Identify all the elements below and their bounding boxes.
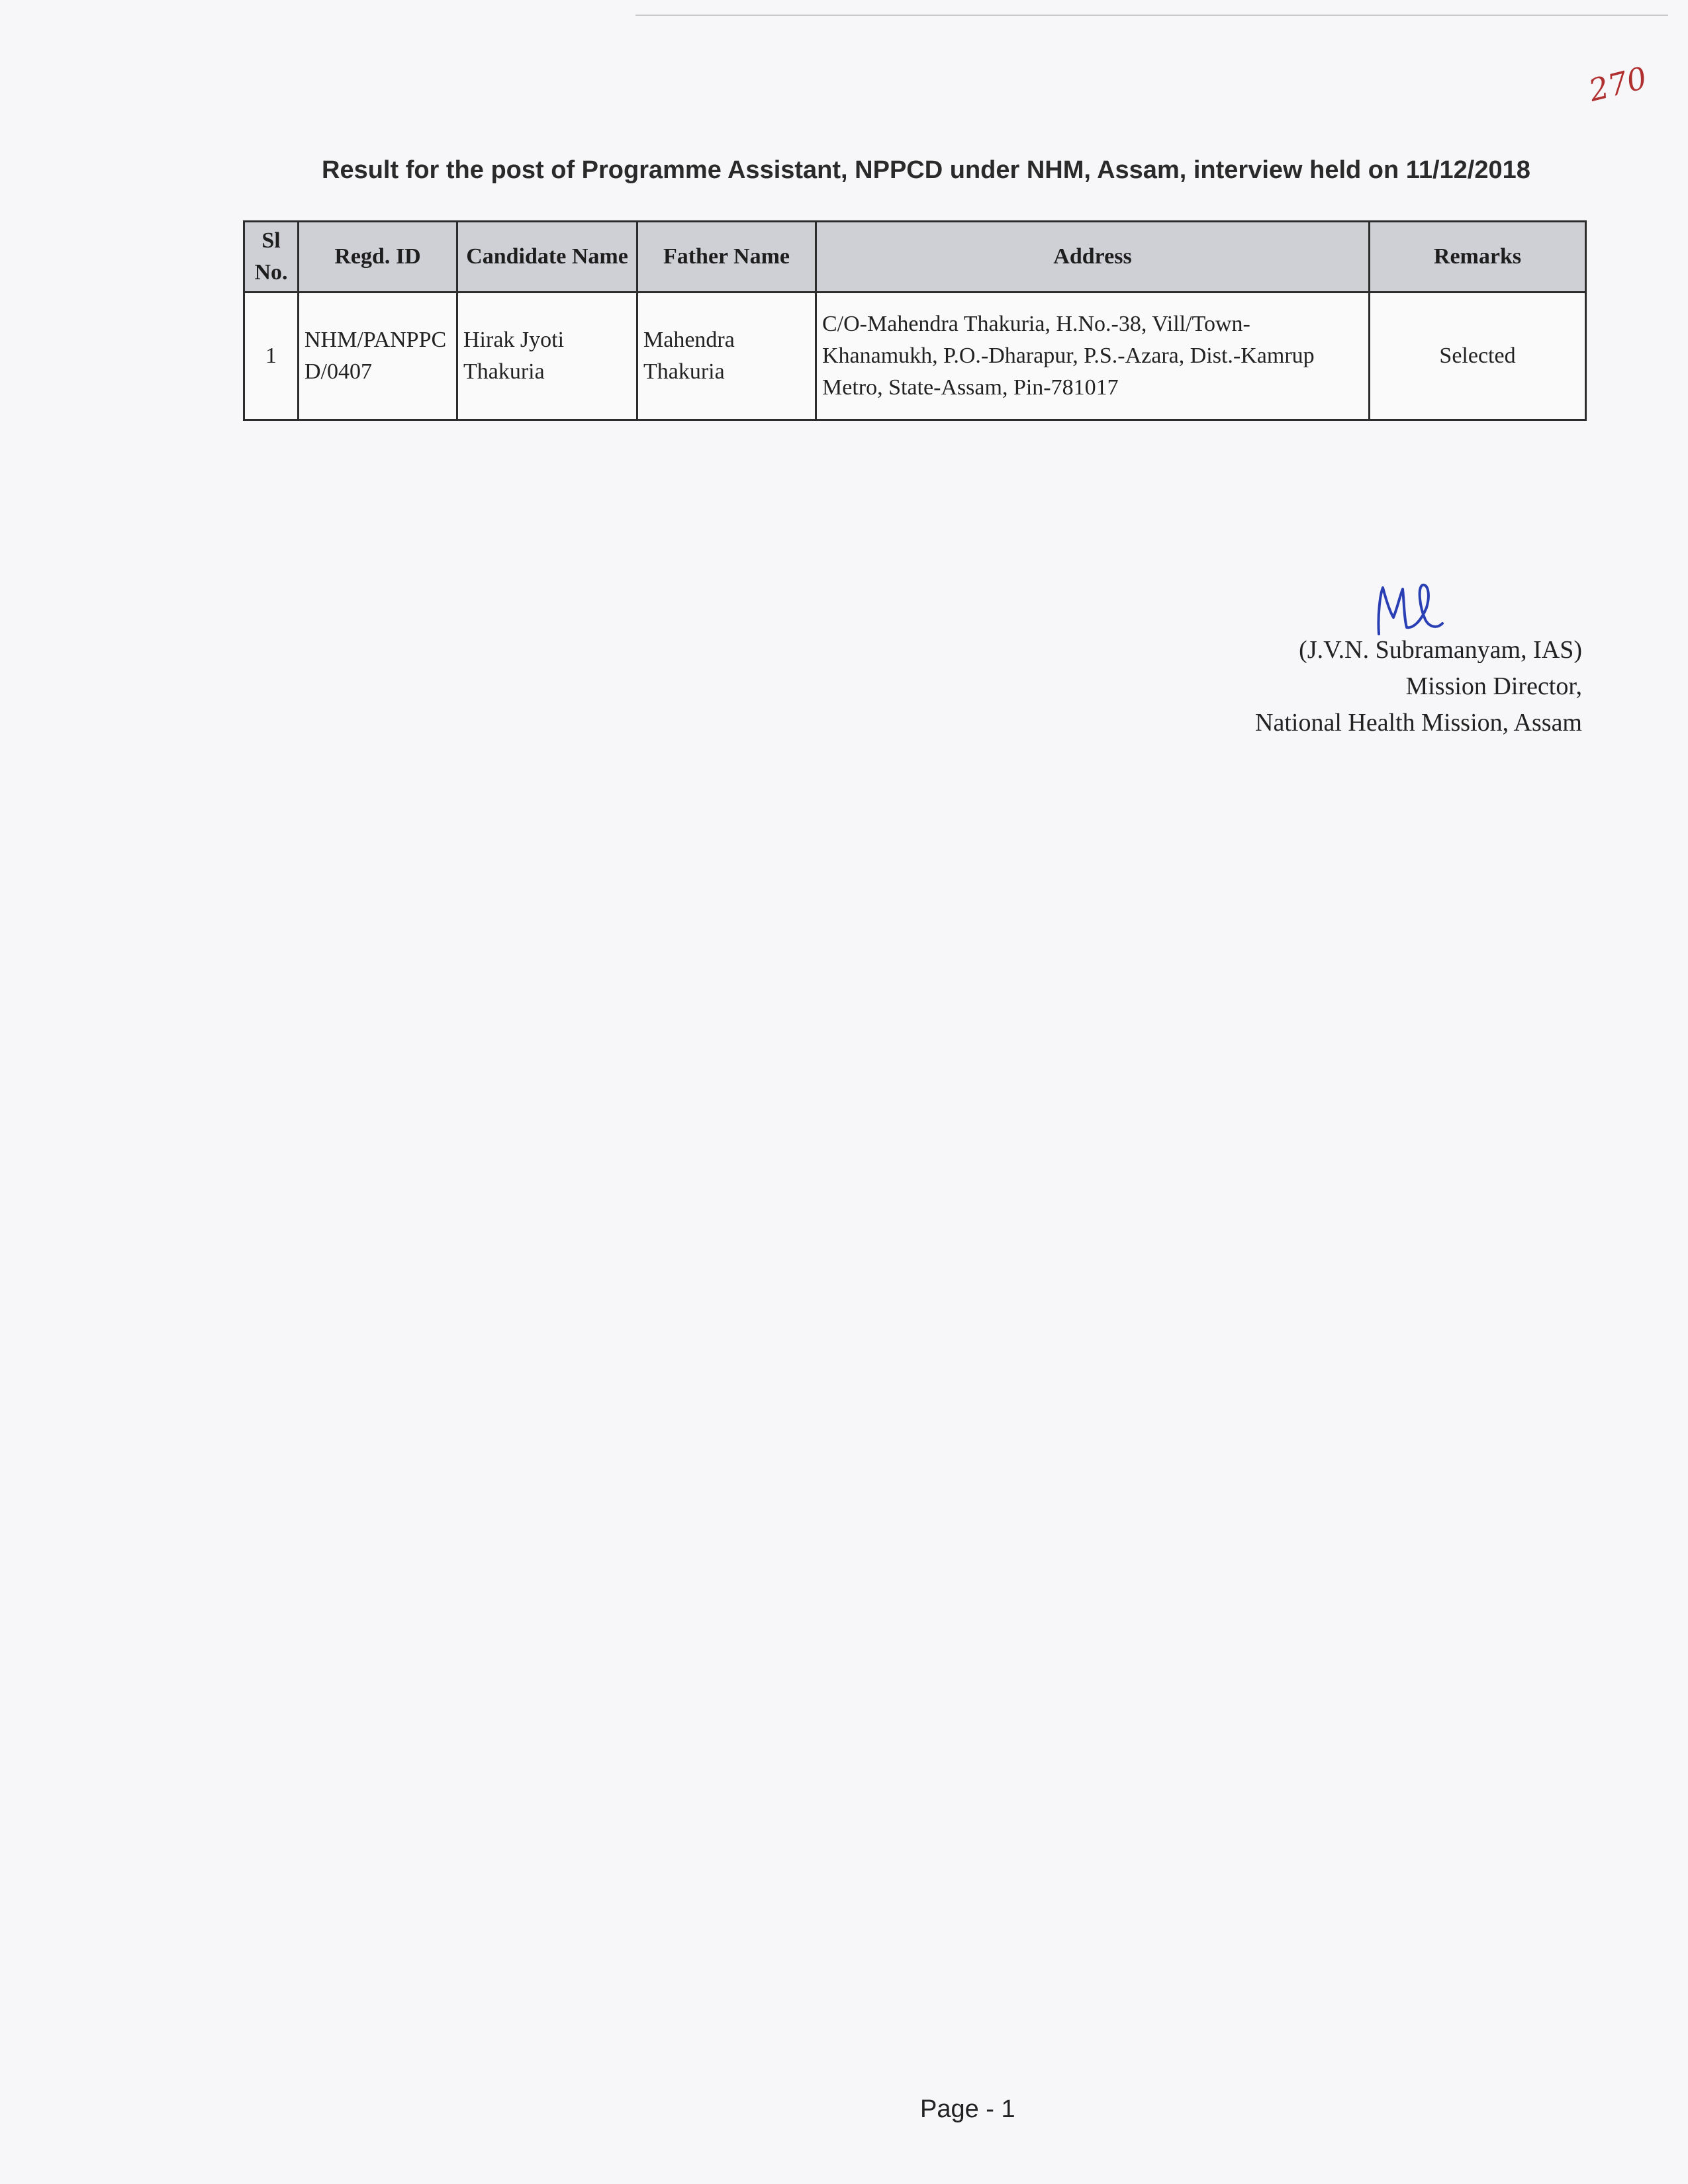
handwritten-page-number: 270: [1585, 60, 1651, 109]
cell-candidate-name: Hirak Jyoti Thakuria: [457, 293, 637, 420]
document-title: Result for the post of Programme Assistant, NPPCD under NHM, Assam, interview held on 11/12/2018: [322, 156, 1530, 184]
header-regd-id: Regd. ID: [299, 222, 457, 293]
header-father-name: Father Name: [637, 222, 816, 293]
header-sl-no: Sl No.: [244, 222, 299, 293]
cell-address: C/O-Mahendra Thakuria, H.No.-38, Vill/Town-Khanamukh, P.O.-Dharapur, P.S.-Azara, Dist.-Kamrup Metro, State-Assam, Pin-781017: [816, 293, 1370, 420]
signatory-block: [1192, 632, 1582, 741]
signatory-name: (J.V.N. Subramanyam, IAS): [1299, 636, 1582, 664]
cell-remarks: Selected: [1370, 293, 1586, 420]
page-number: Page - 1: [920, 2095, 1015, 2123]
table-header-row: [244, 222, 1586, 293]
cell-sl-no: 1: [244, 293, 299, 420]
header-remarks: Remarks: [1370, 222, 1586, 293]
signatory-designation: Mission Director,: [1405, 672, 1582, 700]
signatory-organization: National Health Mission, Assam: [1255, 709, 1582, 737]
scan-edge-line: [635, 15, 1668, 16]
cell-regd-id: NHM/PANPPCD/0407: [299, 293, 457, 420]
header-address: Address: [816, 222, 1370, 293]
table-row: [244, 293, 1586, 420]
header-candidate-name: Candidate Name: [457, 222, 637, 293]
cell-father-name: Mahendra Thakuria: [637, 293, 816, 420]
results-table: [243, 220, 1587, 421]
